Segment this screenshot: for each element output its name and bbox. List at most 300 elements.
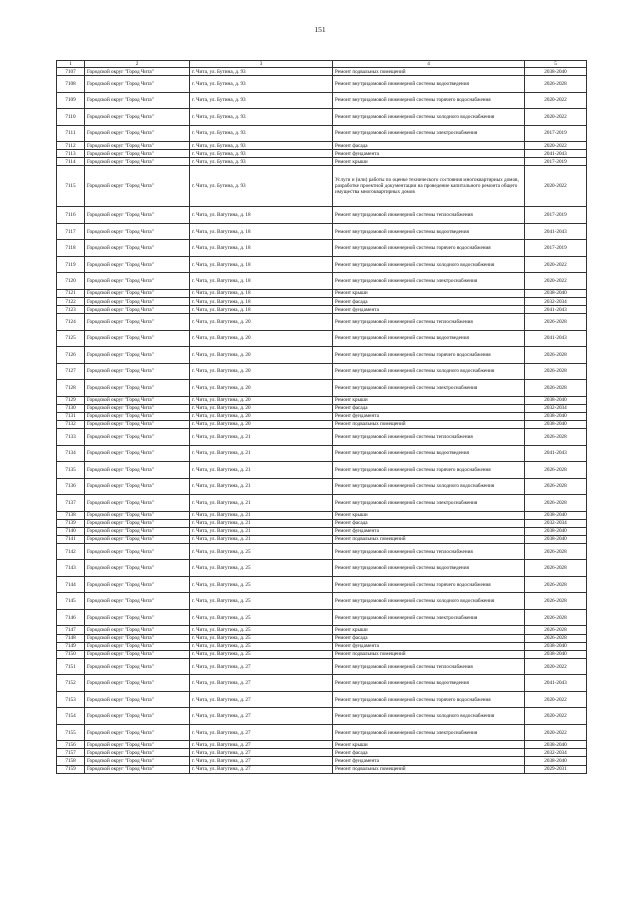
municipality-cell: Городской округ "Город Чита" <box>85 478 190 495</box>
address-cell: г. Чита, ул. Ватутина, д. 21 <box>190 519 333 527</box>
work-type-cell: Ремонт внутридомовой инженерной системы горячего водоснабжения <box>333 462 525 479</box>
work-type-cell: Ремонт внутридомовой инженерной системы теплоснабжения <box>333 543 525 560</box>
work-type-cell: Ремонт внутридомовой инженерной системы электроснабжения <box>333 495 525 512</box>
table-row <box>57 724 587 741</box>
period-cell: 2038-2040 <box>525 511 587 519</box>
table-row <box>57 634 587 642</box>
table-row <box>57 462 587 479</box>
work-type-cell: Ремонт фундамента <box>333 642 525 650</box>
table-row <box>57 675 587 692</box>
municipality-cell: Городской округ "Город Чита" <box>85 404 190 412</box>
row-number-cell: 7155 <box>57 724 85 741</box>
period-cell: 2038-2040 <box>525 535 587 543</box>
table-row <box>57 535 587 543</box>
work-type-cell: Ремонт внутридомовой инженерной системы холодного водоснабжения <box>333 478 525 495</box>
address-cell: г. Чита, ул. Ватутина, д. 20 <box>190 404 333 412</box>
address-cell: г. Чита, ул. Ватутина, д. 25 <box>190 560 333 577</box>
table-row <box>57 306 587 314</box>
work-type-cell: Ремонт внутридомовой инженерной системы электроснабжения <box>333 125 525 142</box>
municipality-cell: Городской округ "Город Чита" <box>85 560 190 577</box>
period-cell: 2020-2022 <box>525 273 587 290</box>
table-row <box>57 412 587 420</box>
municipality-cell: Городской округ "Город Чита" <box>85 412 190 420</box>
table-row <box>57 363 587 380</box>
work-type-cell: Ремонт фасада <box>333 749 525 757</box>
row-number-cell: 7119 <box>57 256 85 273</box>
municipality-cell: Городской округ "Город Чита" <box>85 749 190 757</box>
row-number-cell: 7114 <box>57 158 85 166</box>
municipality-cell: Городской округ "Город Чита" <box>85 109 190 126</box>
row-number-cell: 7129 <box>57 396 85 404</box>
period-cell: 2020-2022 <box>525 92 587 109</box>
period-cell: 2038-2040 <box>525 527 587 535</box>
address-cell: г. Чита, ул. Ватутина, д. 27 <box>190 765 333 773</box>
address-cell: г. Чита, ул. Ватутина, д. 21 <box>190 527 333 535</box>
address-cell: г. Чита, ул. Ватутина, д. 18 <box>190 306 333 314</box>
table-row <box>57 560 587 577</box>
table-row <box>57 166 587 207</box>
table-row <box>57 420 587 428</box>
address-cell: г. Чита, ул. Ватутина, д. 18 <box>190 289 333 297</box>
municipality-cell: Городской округ "Город Чита" <box>85 273 190 290</box>
row-number-cell: 7142 <box>57 543 85 560</box>
row-number-cell: 7123 <box>57 306 85 314</box>
address-cell: г. Чита, ул. Ватутина, д. 21 <box>190 429 333 446</box>
address-cell: г. Чита, ул. Ватутина, д. 20 <box>190 412 333 420</box>
row-number-cell: 7135 <box>57 462 85 479</box>
address-cell: г. Чита, ул. Ватутина, д. 25 <box>190 609 333 626</box>
municipality-cell: Городской округ "Город Чита" <box>85 462 190 479</box>
period-cell: 2026-2028 <box>525 314 587 331</box>
table-row <box>57 609 587 626</box>
municipality-cell: Городской округ "Город Чита" <box>85 519 190 527</box>
row-number-cell: 7143 <box>57 560 85 577</box>
address-cell: г. Чита, ул. Ватутина, д. 27 <box>190 724 333 741</box>
work-type-cell: Ремонт внутридомовой инженерной системы холодного водоснабжения <box>333 109 525 126</box>
work-type-cell: Ремонт крыши <box>333 396 525 404</box>
row-number-cell: 7125 <box>57 330 85 347</box>
period-cell: 2041-2043 <box>525 223 587 240</box>
address-cell: г. Чита, ул. Ватутина, д. 20 <box>190 314 333 331</box>
address-cell: г. Чита, ул. Ватутина, д. 21 <box>190 535 333 543</box>
period-cell: 2038-2040 <box>525 420 587 428</box>
period-cell: 2026-2028 <box>525 593 587 610</box>
work-type-cell: Ремонт крыши <box>333 289 525 297</box>
period-cell: 2029-2031 <box>525 765 587 773</box>
municipality-cell: Городской округ "Город Чита" <box>85 708 190 725</box>
address-cell: г. Чита, ул. Ватутина, д. 21 <box>190 511 333 519</box>
table-row <box>57 642 587 650</box>
row-number-cell: 7146 <box>57 609 85 626</box>
row-number-cell: 7118 <box>57 240 85 257</box>
address-cell: г. Чита, ул. Ватутина, д. 27 <box>190 749 333 757</box>
work-type-cell: Ремонт подвальных помещений <box>333 765 525 773</box>
period-cell: 2038-2040 <box>525 650 587 658</box>
period-cell: 2020-2022 <box>525 658 587 675</box>
page-number: 151 <box>314 25 326 34</box>
address-cell: г. Чита, ул. Ватутина, д. 20 <box>190 363 333 380</box>
table-row <box>57 240 587 257</box>
period-cell: 2038-2040 <box>525 68 587 76</box>
table-row <box>57 142 587 150</box>
address-cell: г. Чита, ул. Ватутина, д. 20 <box>190 330 333 347</box>
municipality-cell: Городской округ "Город Чита" <box>85 511 190 519</box>
row-number-cell: 7110 <box>57 109 85 126</box>
municipality-cell: Городской округ "Город Чита" <box>85 363 190 380</box>
table-row <box>57 650 587 658</box>
address-cell: г. Чита, ул. Ватутина, д. 27 <box>190 658 333 675</box>
address-cell: г. Чита, ул. Ватутина, д. 25 <box>190 642 333 650</box>
municipality-cell: Городской округ "Город Чита" <box>85 691 190 708</box>
table-row <box>57 445 587 462</box>
period-cell: 2026-2028 <box>525 478 587 495</box>
municipality-cell: Городской округ "Город Чита" <box>85 150 190 158</box>
address-cell: г. Чита, ул. Ватутина, д. 20 <box>190 380 333 397</box>
municipality-cell: Городской округ "Город Чита" <box>85 445 190 462</box>
table-header-row <box>57 61 587 68</box>
municipality-cell: Городской округ "Город Чита" <box>85 650 190 658</box>
row-number-cell: 7138 <box>57 511 85 519</box>
municipality-cell: Городской округ "Город Чита" <box>85 256 190 273</box>
work-type-cell: Ремонт внутридомовой инженерной системы холодного водоснабжения <box>333 708 525 725</box>
row-number-cell: 7158 <box>57 757 85 765</box>
period-cell: 2026-2028 <box>525 462 587 479</box>
row-number-cell: 7122 <box>57 297 85 305</box>
period-cell: 2026-2028 <box>525 626 587 634</box>
period-cell: 2026-2028 <box>525 609 587 626</box>
period-cell: 2026-2028 <box>525 560 587 577</box>
period-cell: 2020-2022 <box>525 724 587 741</box>
table-row <box>57 593 587 610</box>
table-row <box>57 207 587 224</box>
period-cell: 2032-2034 <box>525 519 587 527</box>
table-row <box>57 256 587 273</box>
address-cell: г. Чита, ул. Ватутина, д. 25 <box>190 576 333 593</box>
municipality-cell: Городской округ "Город Чита" <box>85 223 190 240</box>
work-type-cell: Ремонт внутридомовой инженерной системы холодного водоснабжения <box>333 363 525 380</box>
header-cell: 1 <box>57 61 85 68</box>
row-number-cell: 7113 <box>57 150 85 158</box>
header-cell: 4 <box>333 61 525 68</box>
table-body <box>57 61 587 774</box>
row-number-cell: 7141 <box>57 535 85 543</box>
period-cell: 2020-2022 <box>525 109 587 126</box>
work-type-cell: Услуги и (или) работы по оценке технического состояния многоквартирных домов, разработке проектной документации на проведение капитального ремонта общего имущества многоквартирных домов <box>333 166 525 207</box>
address-cell: г. Чита, ул. Ватутина, д. 18 <box>190 240 333 257</box>
municipality-cell: Городской округ "Город Чита" <box>85 142 190 150</box>
table-row <box>57 749 587 757</box>
row-number-cell: 7133 <box>57 429 85 446</box>
municipality-cell: Городской округ "Город Чита" <box>85 314 190 331</box>
address-cell: г. Чита, ул. Ватутина, д. 20 <box>190 420 333 428</box>
table-row <box>57 576 587 593</box>
work-type-cell: Ремонт внутридомовой инженерной системы холодного водоснабжения <box>333 256 525 273</box>
table-row <box>57 125 587 142</box>
municipality-cell: Городской округ "Город Чита" <box>85 535 190 543</box>
row-number-cell: 7150 <box>57 650 85 658</box>
work-type-cell: Ремонт крыши <box>333 158 525 166</box>
address-cell: г. Чита, ул. Ватутина, д. 25 <box>190 626 333 634</box>
address-cell: г. Чита, ул. Ватутина, д. 21 <box>190 462 333 479</box>
period-cell: 2026-2028 <box>525 363 587 380</box>
period-cell: 2017-2019 <box>525 240 587 257</box>
address-cell: г. Чита, ул. Ватутина, д. 27 <box>190 757 333 765</box>
table-row <box>57 765 587 773</box>
address-cell: г. Чита, ул. Ватутина, д. 25 <box>190 650 333 658</box>
period-cell: 2026-2028 <box>525 576 587 593</box>
period-cell: 2020-2022 <box>525 708 587 725</box>
municipality-cell: Городской округ "Город Чита" <box>85 609 190 626</box>
work-type-cell: Ремонт подвальных помещений <box>333 68 525 76</box>
address-cell: г. Чита, ул. Ватутина, д. 18 <box>190 223 333 240</box>
table-row <box>57 289 587 297</box>
row-number-cell: 7152 <box>57 675 85 692</box>
period-cell: 2026-2028 <box>525 380 587 397</box>
work-type-cell: Ремонт внутридомовой инженерной системы электроснабжения <box>333 380 525 397</box>
work-type-cell: Ремонт фундамента <box>333 150 525 158</box>
municipality-cell: Городской округ "Город Чита" <box>85 207 190 224</box>
table-row <box>57 429 587 446</box>
address-cell: г. Чита, ул. Бутина, д. 93 <box>190 125 333 142</box>
period-cell: 2026-2028 <box>525 347 587 364</box>
address-cell: г. Чита, ул. Бутина, д. 93 <box>190 76 333 93</box>
period-cell: 2017-2019 <box>525 207 587 224</box>
row-number-cell: 7153 <box>57 691 85 708</box>
address-cell: г. Чита, ул. Ватутина, д. 20 <box>190 396 333 404</box>
municipality-cell: Городской округ "Город Чита" <box>85 429 190 446</box>
work-type-cell: Ремонт внутридомовой инженерной системы горячего водоснабжения <box>333 347 525 364</box>
row-number-cell: 7156 <box>57 741 85 749</box>
table-row <box>57 527 587 535</box>
municipality-cell: Городской округ "Город Чита" <box>85 76 190 93</box>
address-cell: г. Чита, ул. Ватутина, д. 21 <box>190 478 333 495</box>
address-cell: г. Чита, ул. Ватутина, д. 25 <box>190 543 333 560</box>
address-cell: г. Чита, ул. Бутина, д. 93 <box>190 68 333 76</box>
table-row <box>57 76 587 93</box>
municipality-cell: Городской округ "Город Чита" <box>85 297 190 305</box>
row-number-cell: 7147 <box>57 626 85 634</box>
address-cell: г. Чита, ул. Ватутина, д. 25 <box>190 634 333 642</box>
address-cell: г. Чита, ул. Бутина, д. 93 <box>190 158 333 166</box>
municipality-cell: Городской округ "Город Чита" <box>85 495 190 512</box>
header-cell: 3 <box>190 61 333 68</box>
work-type-cell: Ремонт внутридомовой инженерной системы теплоснабжения <box>333 429 525 446</box>
address-cell: г. Чита, ул. Ватутина, д. 27 <box>190 741 333 749</box>
work-type-cell: Ремонт внутридомовой инженерной системы теплоснабжения <box>333 658 525 675</box>
period-cell: 2041-2043 <box>525 330 587 347</box>
work-type-cell: Ремонт внутридомовой инженерной системы холодного водоснабжения <box>333 593 525 610</box>
table-row <box>57 741 587 749</box>
work-type-cell: Ремонт фасада <box>333 404 525 412</box>
row-number-cell: 7132 <box>57 420 85 428</box>
table-row <box>57 396 587 404</box>
work-type-cell: Ремонт подвальных помещений <box>333 650 525 658</box>
municipality-cell: Городской округ "Город Чита" <box>85 289 190 297</box>
table-row <box>57 708 587 725</box>
work-type-cell: Ремонт фасада <box>333 142 525 150</box>
work-type-cell: Ремонт внутридомовой инженерной системы водоотведения <box>333 560 525 577</box>
row-number-cell: 7137 <box>57 495 85 512</box>
row-number-cell: 7144 <box>57 576 85 593</box>
table-row <box>57 691 587 708</box>
work-type-cell: Ремонт внутридомовой инженерной системы горячего водоснабжения <box>333 240 525 257</box>
work-type-cell: Ремонт внутридомовой инженерной системы водоотведения <box>333 223 525 240</box>
work-type-cell: Ремонт фасада <box>333 634 525 642</box>
row-number-cell: 7139 <box>57 519 85 527</box>
row-number-cell: 7149 <box>57 642 85 650</box>
period-cell: 2026-2028 <box>525 429 587 446</box>
table-row <box>57 543 587 560</box>
period-cell: 2041-2043 <box>525 675 587 692</box>
table-row <box>57 158 587 166</box>
row-number-cell: 7117 <box>57 223 85 240</box>
row-number-cell: 7111 <box>57 125 85 142</box>
table-row <box>57 92 587 109</box>
table-row <box>57 658 587 675</box>
work-type-cell: Ремонт фасада <box>333 297 525 305</box>
municipality-cell: Городской округ "Город Чита" <box>85 240 190 257</box>
municipality-cell: Городской округ "Город Чита" <box>85 527 190 535</box>
work-type-cell: Ремонт крыши <box>333 511 525 519</box>
municipality-cell: Городской округ "Город Чита" <box>85 724 190 741</box>
address-cell: г. Чита, ул. Ватутина, д. 18 <box>190 256 333 273</box>
address-cell: г. Чита, ул. Ватутина, д. 27 <box>190 708 333 725</box>
period-cell: 2038-2040 <box>525 289 587 297</box>
period-cell: 2026-2028 <box>525 76 587 93</box>
municipality-cell: Городской округ "Город Чита" <box>85 420 190 428</box>
row-number-cell: 7126 <box>57 347 85 364</box>
table-row <box>57 495 587 512</box>
work-type-cell: Ремонт внутридомовой инженерной системы водоотведения <box>333 445 525 462</box>
municipality-cell: Городской округ "Город Чита" <box>85 347 190 364</box>
period-cell: 2038-2040 <box>525 741 587 749</box>
municipality-cell: Городской округ "Город Чита" <box>85 658 190 675</box>
municipality-cell: Городской округ "Город Чита" <box>85 543 190 560</box>
work-type-cell: Ремонт внутридомовой инженерной системы горячего водоснабжения <box>333 691 525 708</box>
period-cell: 2038-2040 <box>525 412 587 420</box>
municipality-cell: Городской округ "Город Чита" <box>85 92 190 109</box>
address-cell: г. Чита, ул. Ватутина, д. 18 <box>190 297 333 305</box>
header-cell: 2 <box>85 61 190 68</box>
table-row <box>57 478 587 495</box>
row-number-cell: 7157 <box>57 749 85 757</box>
table-row <box>57 404 587 412</box>
address-cell: г. Чита, ул. Ватутина, д. 27 <box>190 691 333 708</box>
table-row <box>57 626 587 634</box>
work-type-cell: Ремонт внутридомовой инженерной системы водоотведения <box>333 330 525 347</box>
table-row <box>57 511 587 519</box>
row-number-cell: 7121 <box>57 289 85 297</box>
municipality-cell: Городской округ "Город Чита" <box>85 380 190 397</box>
table-row <box>57 330 587 347</box>
table-row <box>57 68 587 76</box>
row-number-cell: 7136 <box>57 478 85 495</box>
row-number-cell: 7107 <box>57 68 85 76</box>
municipality-cell: Городской округ "Город Чита" <box>85 125 190 142</box>
period-cell: 2038-2040 <box>525 642 587 650</box>
row-number-cell: 7145 <box>57 593 85 610</box>
row-number-cell: 7159 <box>57 765 85 773</box>
period-cell: 2038-2040 <box>525 396 587 404</box>
municipality-cell: Городской округ "Город Чита" <box>85 634 190 642</box>
address-cell: г. Чита, ул. Бутина, д. 93 <box>190 142 333 150</box>
work-type-cell: Ремонт фундамента <box>333 412 525 420</box>
period-cell: 2038-2040 <box>525 757 587 765</box>
work-type-cell: Ремонт фундамента <box>333 527 525 535</box>
work-type-cell: Ремонт подвальных помещений <box>333 535 525 543</box>
table-row <box>57 347 587 364</box>
period-cell: 2026-2028 <box>525 543 587 560</box>
table-row <box>57 223 587 240</box>
municipality-cell: Городской округ "Город Чита" <box>85 675 190 692</box>
address-cell: г. Чита, ул. Ватутина, д. 25 <box>190 593 333 610</box>
period-cell: 2041-2043 <box>525 306 587 314</box>
work-type-cell: Ремонт внутридомовой инженерной системы водоотведения <box>333 76 525 93</box>
municipality-cell: Городской округ "Город Чита" <box>85 626 190 634</box>
row-number-cell: 7116 <box>57 207 85 224</box>
row-number-cell: 7128 <box>57 380 85 397</box>
address-cell: г. Чита, ул. Бутина, д. 93 <box>190 166 333 207</box>
repair-schedule-table <box>56 60 587 774</box>
work-type-cell: Ремонт внутридомовой инженерной системы теплоснабжения <box>333 314 525 331</box>
table-row <box>57 273 587 290</box>
municipality-cell: Городской округ "Город Чита" <box>85 593 190 610</box>
row-number-cell: 7124 <box>57 314 85 331</box>
work-type-cell: Ремонт внутридомовой инженерной системы теплоснабжения <box>333 207 525 224</box>
work-type-cell: Ремонт внутридомовой инженерной системы электроснабжения <box>333 273 525 290</box>
period-cell: 2032-2034 <box>525 749 587 757</box>
period-cell: 2032-2034 <box>525 297 587 305</box>
table-row <box>57 519 587 527</box>
period-cell: 2032-2034 <box>525 404 587 412</box>
row-number-cell: 7134 <box>57 445 85 462</box>
row-number-cell: 7130 <box>57 404 85 412</box>
row-number-cell: 7131 <box>57 412 85 420</box>
municipality-cell: Городской округ "Город Чита" <box>85 166 190 207</box>
address-cell: г. Чита, ул. Бутина, д. 93 <box>190 150 333 158</box>
work-type-cell: Ремонт крыши <box>333 741 525 749</box>
municipality-cell: Городской округ "Город Чита" <box>85 576 190 593</box>
period-cell: 2041-2043 <box>525 150 587 158</box>
municipality-cell: Городской округ "Город Чита" <box>85 306 190 314</box>
municipality-cell: Городской округ "Город Чита" <box>85 68 190 76</box>
address-cell: г. Чита, ул. Бутина, д. 93 <box>190 109 333 126</box>
period-cell: 2017-2019 <box>525 125 587 142</box>
municipality-cell: Городской округ "Город Чита" <box>85 757 190 765</box>
period-cell: 2026-2028 <box>525 495 587 512</box>
period-cell: 2041-2043 <box>525 445 587 462</box>
row-number-cell: 7127 <box>57 363 85 380</box>
municipality-cell: Городской округ "Город Чита" <box>85 765 190 773</box>
municipality-cell: Городской округ "Город Чита" <box>85 396 190 404</box>
address-cell: г. Чита, ул. Ватутина, д. 27 <box>190 675 333 692</box>
table-row <box>57 297 587 305</box>
row-number-cell: 7154 <box>57 708 85 725</box>
municipality-cell: Городской округ "Город Чита" <box>85 741 190 749</box>
address-cell: г. Чита, ул. Ватутина, д. 21 <box>190 495 333 512</box>
period-cell: 2020-2022 <box>525 142 587 150</box>
address-cell: г. Чита, ул. Ватутина, д. 18 <box>190 273 333 290</box>
work-type-cell: Ремонт внутридомовой инженерной системы водоотведения <box>333 675 525 692</box>
work-type-cell: Ремонт внутридомовой инженерной системы электроснабжения <box>333 724 525 741</box>
table-row <box>57 757 587 765</box>
row-number-cell: 7109 <box>57 92 85 109</box>
row-number-cell: 7148 <box>57 634 85 642</box>
row-number-cell: 7115 <box>57 166 85 207</box>
address-cell: г. Чита, ул. Ватутина, д. 21 <box>190 445 333 462</box>
municipality-cell: Городской округ "Город Чита" <box>85 642 190 650</box>
municipality-cell: Городской округ "Город Чита" <box>85 158 190 166</box>
